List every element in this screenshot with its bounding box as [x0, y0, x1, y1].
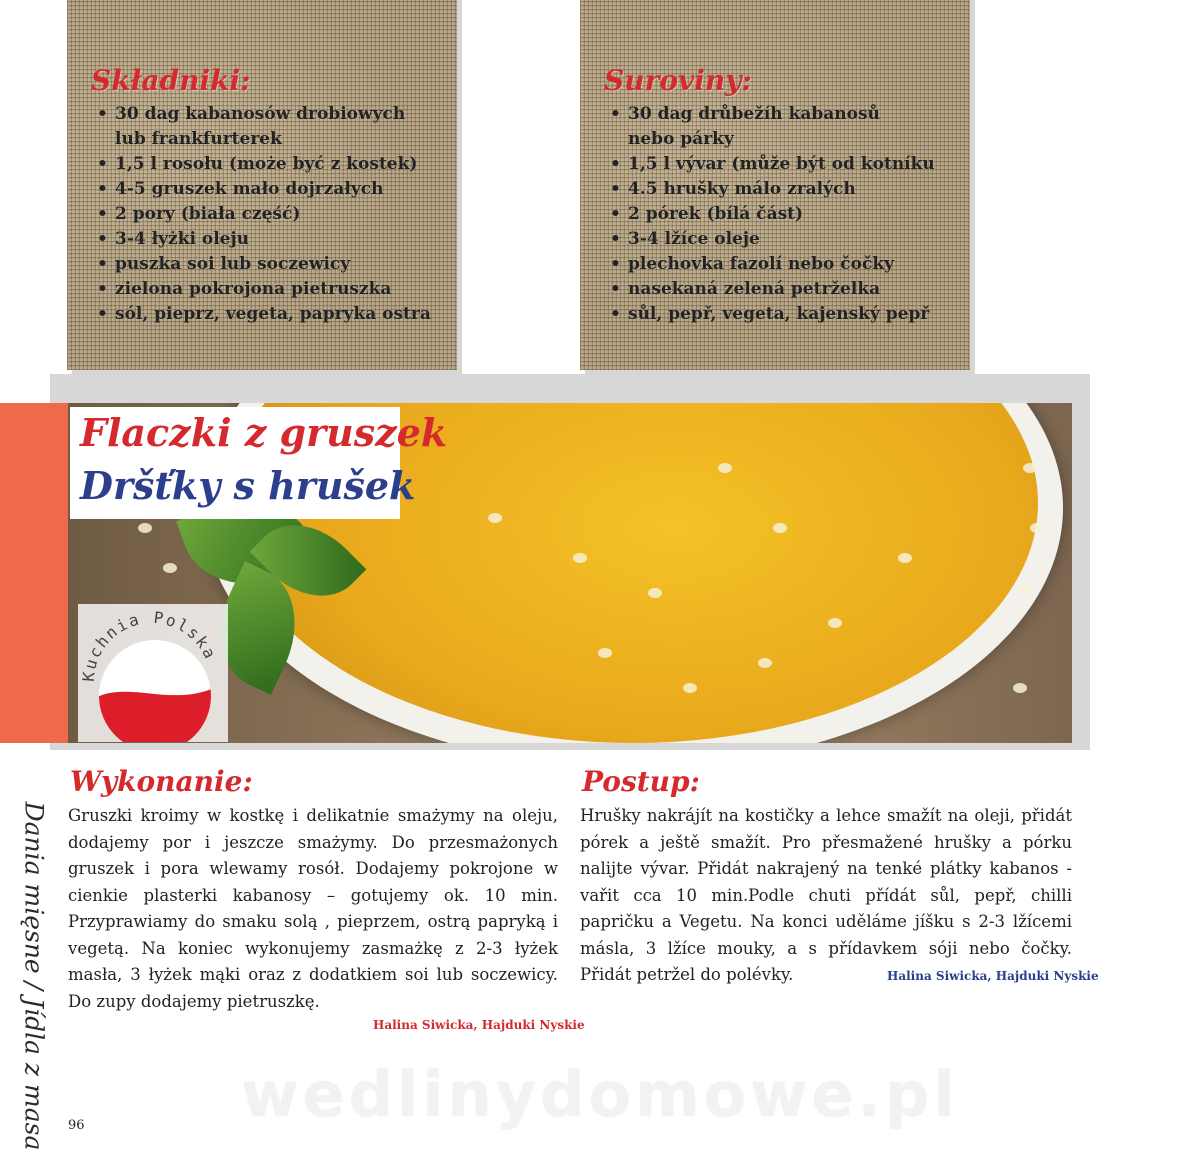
category-tab-label: Dania mięsne / Jídla z masa	[19, 801, 49, 1151]
stamp-text: Kuchnia Polska	[78, 607, 221, 683]
author-pl: Halina Siwicka, Hajduki Nyskie	[373, 1018, 585, 1032]
ingredient-item: • puszka soi lub soczewicy	[115, 252, 431, 277]
barley-grain	[138, 523, 152, 533]
ingredient-item: • sól, pieprz, vegeta, papryka ostra	[115, 302, 431, 327]
author-cz: Halina Siwicka, Hajduki Nyskie	[887, 969, 1099, 983]
barley-grain	[828, 618, 842, 628]
barley-grain	[163, 563, 177, 573]
barley-grain	[1030, 523, 1044, 533]
ingredient-item: • 1,5 l rosołu (może być z kostek)	[115, 152, 431, 177]
ingredient-item: • nasekaná zelená petrželka	[628, 277, 935, 302]
ingredients-card-cz	[580, 0, 970, 370]
polish-flag-icon	[78, 604, 228, 742]
ingredient-item: • 2 pory (biała część)	[115, 202, 431, 227]
barley-grain	[773, 523, 787, 533]
ingredient-item: • 2 pórek (bílá část)	[628, 202, 935, 227]
ingredient-item: • 30 dag drůbežíh kabanosů	[628, 102, 935, 127]
recipe-title-cz: Dršťky s hrušek	[80, 463, 416, 508]
ingredient-item: • sůl, pepř, vegeta, kajenský pepř	[628, 302, 935, 327]
ingredient-item: • 4-5 gruszek mało dojrzałych	[115, 177, 431, 202]
ingredients-card-pl	[67, 0, 457, 370]
barley-grain	[1023, 463, 1037, 473]
barley-grain	[898, 553, 912, 563]
barley-grain	[1018, 583, 1032, 593]
watermark: wedlinydomowe.pl	[241, 1058, 959, 1131]
ingredient-item: nebo párky	[628, 129, 734, 149]
ingredient-item: • 1,5 l vývar (může být od kotníku	[628, 152, 935, 177]
barley-grain	[488, 513, 502, 523]
ingredient-item: • plechovka fazolí nebo čočky	[628, 252, 935, 277]
ingredient-item: • 4.5 hrušky málo zralých	[628, 177, 935, 202]
barley-grain	[598, 648, 612, 658]
category-tab	[0, 403, 68, 1151]
barley-grain	[648, 588, 662, 598]
method-text-cz: Hrušky nakrájít na kostičky a lehce smažít na oleji, přidát pórek a ještě smažít. Pro přesmažené hrušky a pórku nalijte vývar. Přidát nakrajený na tenké plátky kabanos - vařit cca 10 min.Podle chuti přídát sůl, pepř, chilli papričku a Vegetu. Na konci uděláme jíšku s 2-3 lžícemi másla, 3 lžíce mouky, a s přídavkem sóji nebo čočky. Přidát petržel do polévky.	[580, 806, 1072, 984]
ingredients-heading-pl: Składniki:	[91, 64, 251, 97]
method-text-pl: Gruszki kroimy w kostkę i delikatnie smażymy na oleju, dodajemy por i jeszcze smażymy. Do przesmażonych gruszek i pora wlewamy rosół. Dodajemy pokrojone w cienkie plasterki kabanosy – gotujemy ok. 10 min. Przyprawiamy do smaku solą , pieprzem, ostrą papryką i vegetą. Na koniec wykonujemy zasmażkę z 2-3 łyżek masła, 3 łyżek mąki oraz z dodatkiem soi lub soczewicy. Do zupy dodajemy pietruszkę.	[68, 806, 558, 1011]
ingredient-item: • 30 dag kabanosów drobiowych	[115, 102, 431, 127]
ingredients-heading-cz: Suroviny:	[604, 64, 752, 97]
barley-grain	[1013, 683, 1027, 693]
page-number: 96	[68, 1118, 85, 1133]
ingredient-item: • 3-4 łyżki oleju	[115, 227, 431, 252]
ingredients-list-cz	[598, 102, 935, 327]
ingredients-list-pl	[85, 102, 431, 327]
kuchnia-polska-stamp	[78, 604, 228, 742]
barley-grain	[683, 683, 697, 693]
barley-grain	[758, 658, 772, 668]
recipe-title-pl: Flaczki z gruszek	[80, 410, 448, 455]
ingredient-item: lub frankfurterek	[115, 129, 282, 149]
ingredient-item: • 3-4 lžíce oleje	[628, 227, 935, 252]
barley-grain	[718, 463, 732, 473]
method-heading-cz: Postup:	[582, 765, 700, 798]
ingredient-item: • zielona pokrojona pietruszka	[115, 277, 431, 302]
barley-grain	[573, 553, 587, 563]
method-heading-pl: Wykonanie:	[70, 765, 253, 798]
